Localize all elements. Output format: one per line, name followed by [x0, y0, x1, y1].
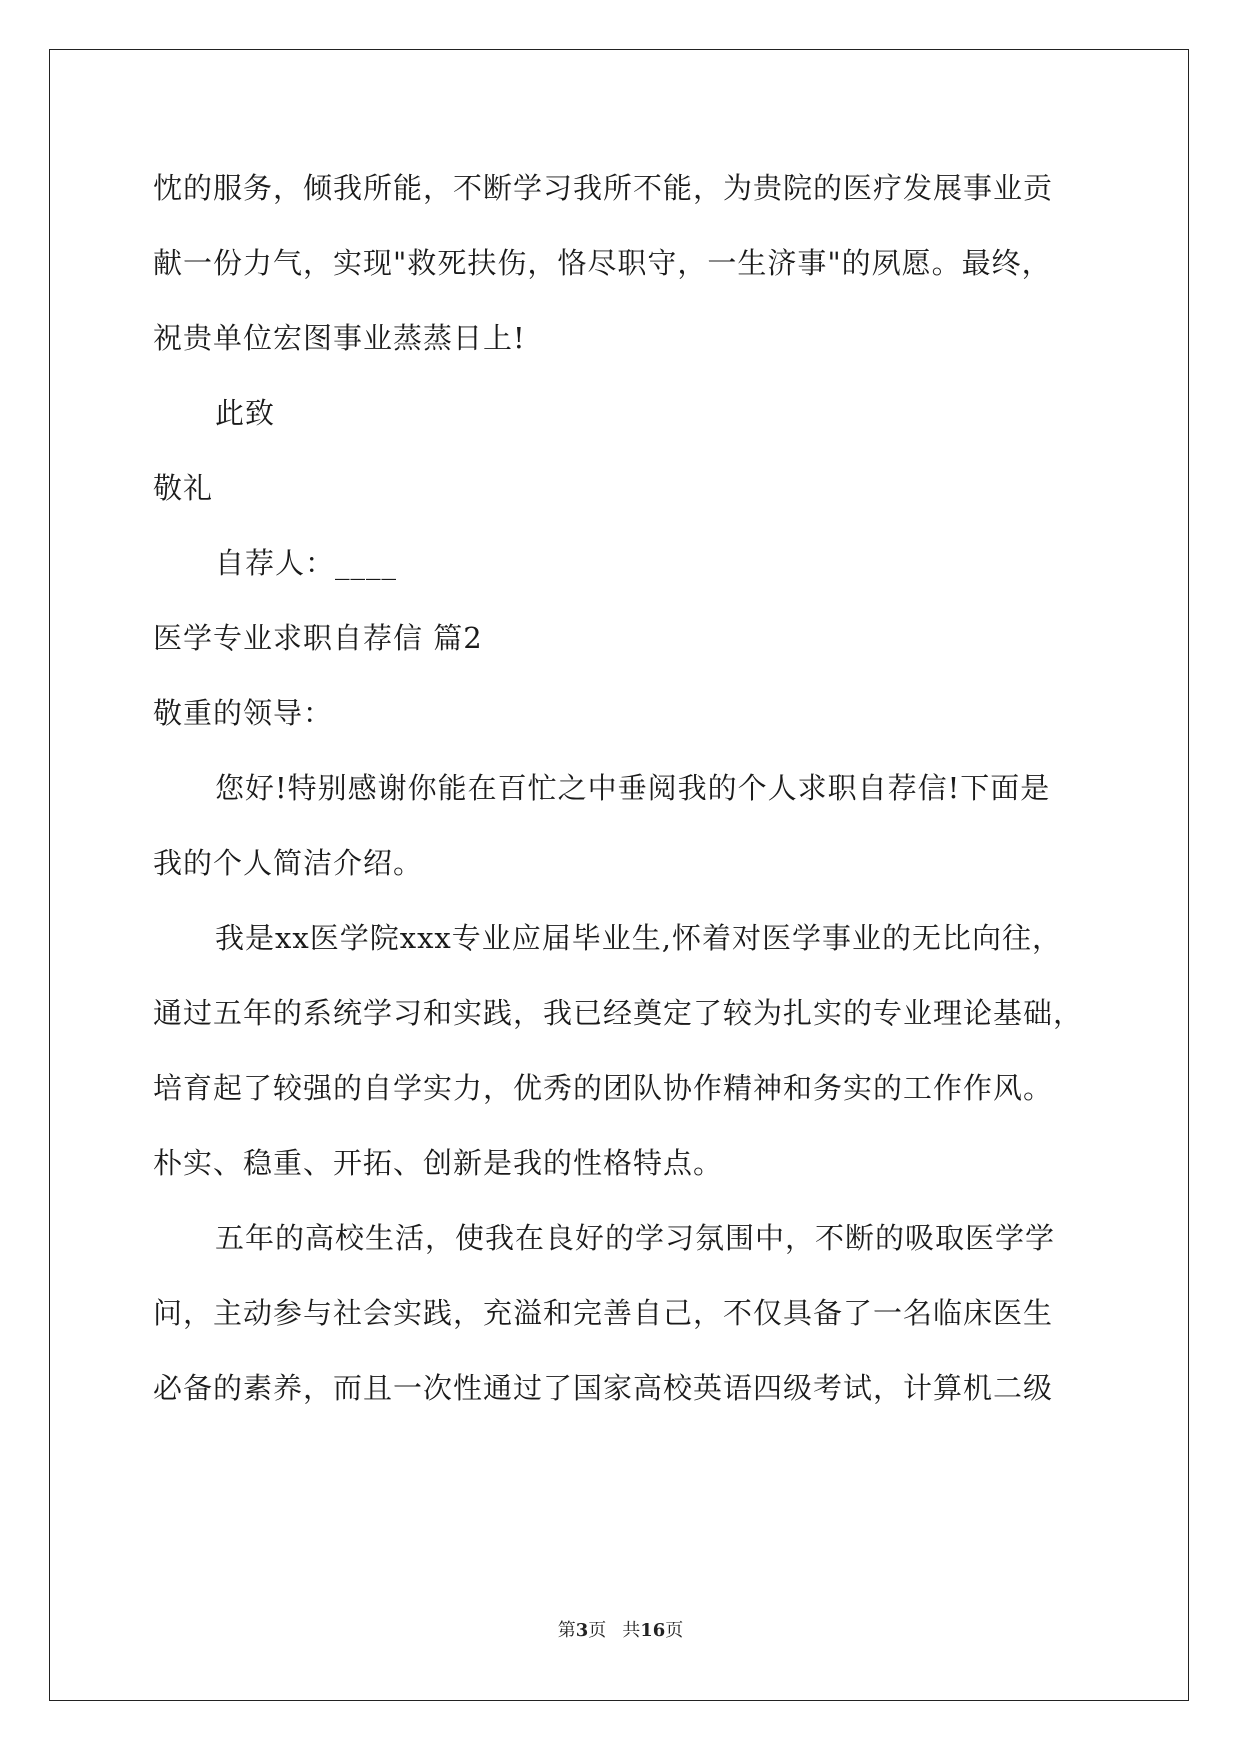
body-line: 忱的服务，倾我所能，不断学习我所不能，为贵院的医疗发展事业贡: [153, 171, 1054, 205]
body-line: 您好!特别感谢你能在百忙之中垂阅我的个人求职自荐信!下面是: [215, 771, 1051, 805]
total-pages: 16: [640, 1620, 666, 1641]
greeting: 敬重的领导：: [153, 696, 334, 730]
total-suffix: 页: [665, 1620, 684, 1641]
body-line: 通过五年的系统学习和实践，我已经奠定了较为扎实的专业理论基础，: [153, 996, 1084, 1030]
body-line: 我是xx医学院xxx专业应届毕业生,怀着对医学事业的无比向往，: [215, 921, 1062, 955]
section-heading: 医学专业求职自荐信 篇2: [153, 621, 483, 655]
body-line: 五年的高校生活，使我在良好的学习氛围中，不断的吸取医学学: [215, 1221, 1056, 1255]
closing-salutation: 此致: [215, 396, 276, 430]
closing-regards: 敬礼: [153, 471, 214, 505]
body-line: 献一份力气，实现"救死扶伤，恪尽职守，一生济事"的夙愿。最终，: [153, 246, 1052, 280]
body-line: 必备的素养，而且一次性通过了国家高校英语四级考试，计算机二级: [153, 1371, 1054, 1405]
total-prefix: 共: [622, 1620, 641, 1641]
body-line: 我的个人简洁介绍。: [153, 846, 424, 880]
body-line: 祝贵单位宏图事业蒸蒸日上!: [153, 321, 526, 355]
page-footer: [0, 1619, 1241, 1643]
page-number: 3: [575, 1620, 589, 1641]
page-suffix: 页: [588, 1620, 607, 1641]
body-line: 朴实、稳重、开拓、创新是我的性格特点。: [153, 1146, 724, 1180]
page-prefix: 第: [557, 1620, 576, 1641]
body-line: 问，主动参与社会实践，充溢和完善自己，不仅具备了一名临床医生: [153, 1296, 1054, 1330]
body-line: 培育起了较强的自学实力，优秀的团队协作精神和务实的工作作风。: [153, 1071, 1054, 1105]
signature-line: 自荐人：____: [215, 546, 398, 580]
